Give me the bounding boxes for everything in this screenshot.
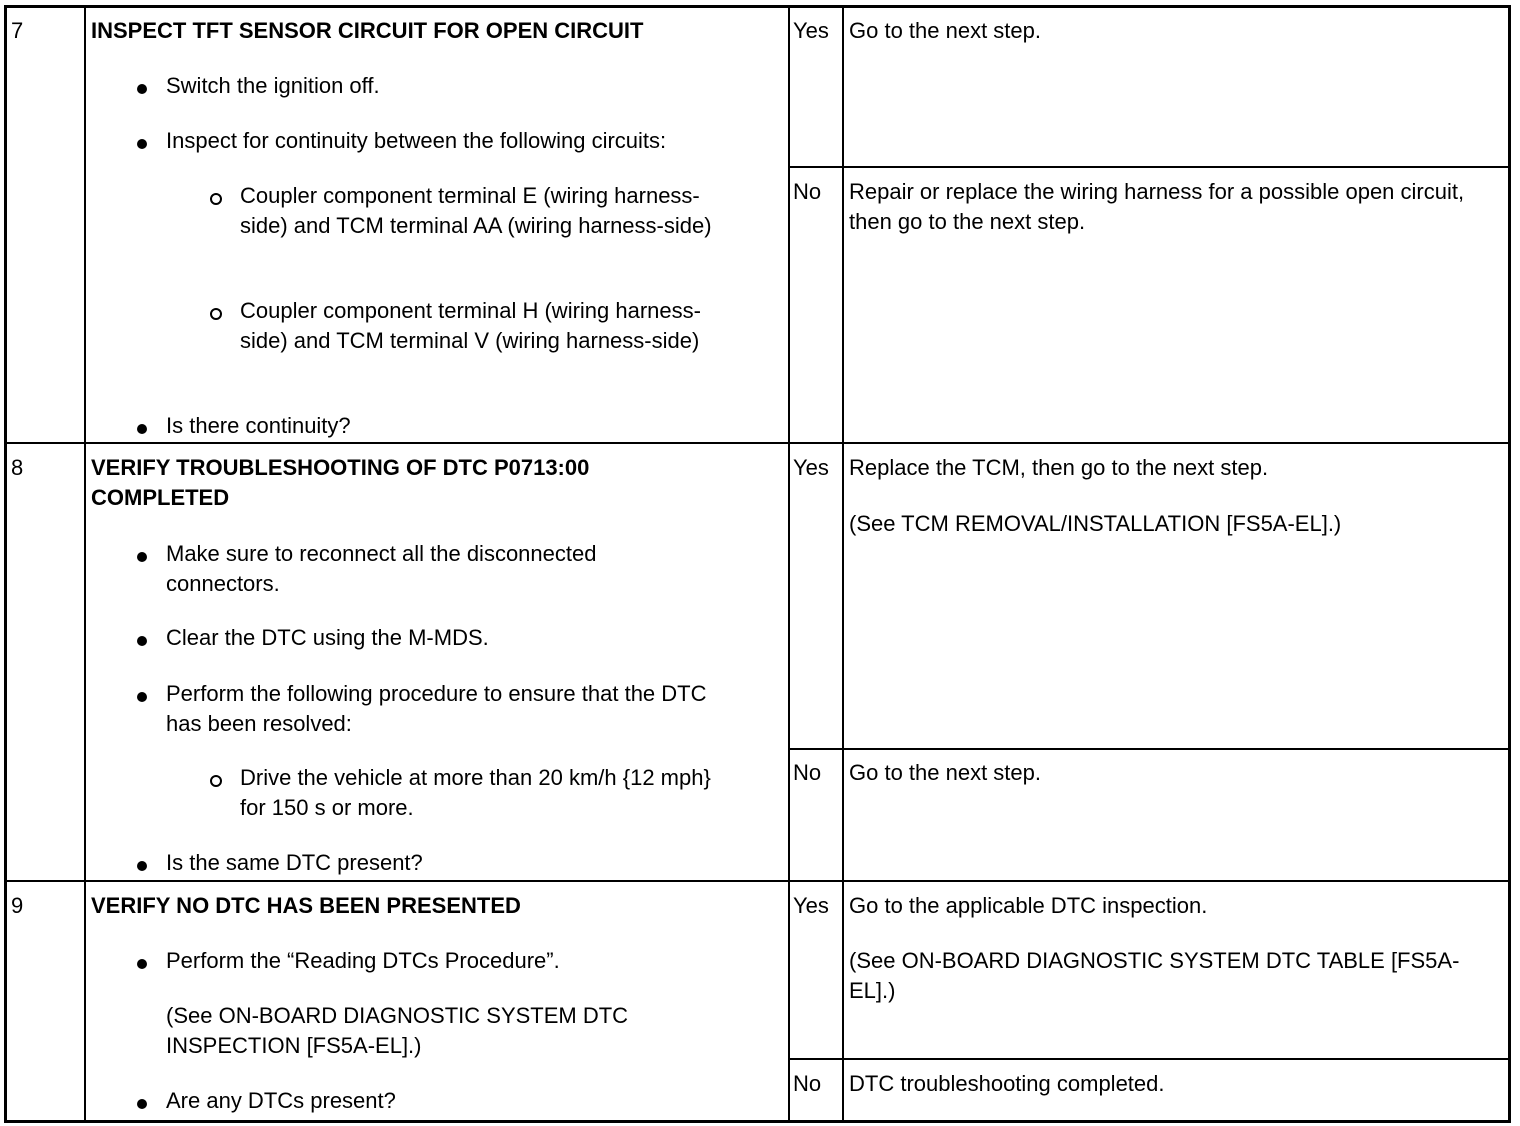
bullet-icon xyxy=(137,424,147,434)
yes-label: Yes xyxy=(793,18,829,43)
step-title: VERIFY TROUBLESHOOTING OF DTC P0713:00 COMPLETED xyxy=(91,455,590,510)
step-sub-item: Drive the vehicle at more than 20 km/h {12 mph} for 150 s or more. xyxy=(240,765,711,820)
no-action: Repair or replace the wiring harness for a possible open circuit, then go to the next step. xyxy=(849,179,1465,234)
step-item-reference: (See ON-BOARD DIAGNOSTIC SYSTEM DTC INSPECTION [FS5A-EL].) xyxy=(166,1003,629,1058)
step-item: Is there continuity? xyxy=(166,413,351,438)
yes-reference: (See ON-BOARD DIAGNOSTIC SYSTEM DTC TABLE [FS5A-EL].) xyxy=(849,948,1460,1003)
bullet-icon xyxy=(137,84,147,94)
step-item: Is the same DTC present? xyxy=(166,850,423,875)
col-divider-inspection xyxy=(788,8,790,1120)
no-label: No xyxy=(793,760,822,785)
row-divider-step7 xyxy=(7,442,1508,444)
col-divider-number xyxy=(84,8,86,1120)
sub-bullet-icon xyxy=(210,308,222,320)
yes-action: Go to the applicable DTC inspection. xyxy=(849,893,1208,918)
bullet-icon xyxy=(137,636,147,646)
row-divider-step8 xyxy=(7,880,1508,882)
bullet-icon xyxy=(137,552,147,562)
bullet-icon xyxy=(137,1099,147,1109)
step-item: Are any DTCs present? xyxy=(166,1088,396,1113)
result-divider-step9 xyxy=(788,1058,1508,1060)
result-divider-step7 xyxy=(788,166,1508,168)
step-number: 8 xyxy=(11,455,24,480)
no-label: No xyxy=(793,1071,822,1096)
no-label: No xyxy=(793,179,822,204)
step-item: Inspect for continuity between the following circuits: xyxy=(166,128,667,153)
step-item: Perform the “Reading DTCs Procedure”. xyxy=(166,948,560,973)
step-item: Perform the following procedure to ensure that the DTC has been resolved: xyxy=(166,681,707,736)
col-divider-result xyxy=(842,8,844,1120)
bullet-icon xyxy=(137,959,147,969)
step-title: INSPECT TFT SENSOR CIRCUIT FOR OPEN CIRCUIT xyxy=(91,18,644,43)
bullet-icon xyxy=(137,692,147,702)
step-sub-item: Coupler component terminal H (wiring harness-side) and TCM terminal V (wiring harness-side) xyxy=(240,298,701,353)
sub-bullet-icon xyxy=(210,775,222,787)
troubleshooting-table xyxy=(4,5,1511,1123)
no-action: Go to the next step. xyxy=(849,760,1042,785)
step-item: Clear the DTC using the M-MDS. xyxy=(166,625,489,650)
step-title: VERIFY NO DTC HAS BEEN PRESENTED xyxy=(91,893,521,918)
yes-action: Replace the TCM, then go to the next step. xyxy=(849,455,1269,480)
yes-reference: (See TCM REMOVAL/INSTALLATION [FS5A-EL].) xyxy=(849,511,1342,536)
result-divider-step8 xyxy=(788,748,1508,750)
no-action: DTC troubleshooting completed. xyxy=(849,1071,1165,1096)
bullet-icon xyxy=(137,861,147,871)
step-item: Make sure to reconnect all the disconnected connectors. xyxy=(166,541,597,596)
bullet-icon xyxy=(137,139,147,149)
sub-bullet-icon xyxy=(210,193,222,205)
yes-label: Yes xyxy=(793,455,829,480)
step-sub-item: Coupler component terminal E (wiring harness-side) and TCM terminal AA (wiring harness-side) xyxy=(240,183,712,238)
yes-action: Go to the next step. xyxy=(849,18,1042,43)
step-number: 9 xyxy=(11,893,24,918)
step-number: 7 xyxy=(11,18,24,43)
step-item: Switch the ignition off. xyxy=(166,73,380,98)
yes-label: Yes xyxy=(793,893,829,918)
